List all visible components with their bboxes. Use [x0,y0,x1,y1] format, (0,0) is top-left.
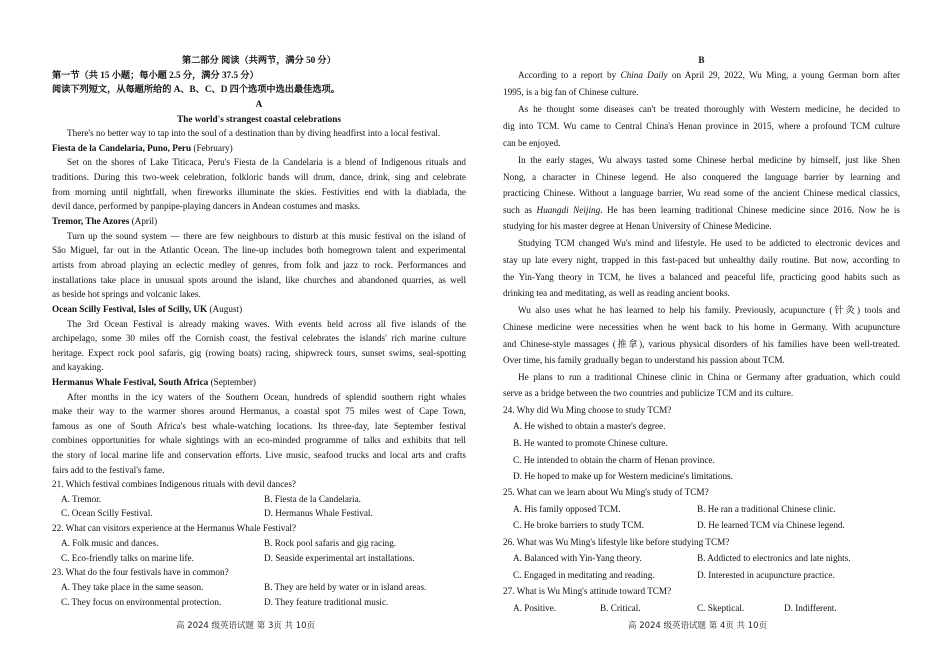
text-run: on April 29, 2022, Wu Ming, a young German born after [667,70,900,80]
text-run: such as [503,205,537,215]
paragraph-line: São Miguel, far out in the Atlantic Ocean. The line-up includes both homegrown talent and experimental [52,245,466,255]
paragraph-line: the Yin-Yang theory in TCM, he lives a balanced and peaceful life, practicing good habits such as [503,272,900,282]
paragraph-line: and Chinese-style massages (推拿), various physical disorders of his families have been well-treated. [503,339,900,349]
paragraph-line: The 3rd Ocean Festival is already making waves. With events held across all five islands of the [67,319,466,329]
left-page [52,0,466,671]
q27-option-b: B. Critical. [600,603,641,613]
festival-heading-candelaria [52,143,466,154]
paragraph-line: and kayaking. [52,362,104,372]
intro-paragraph: There's no better way to tap into the soul of a destination than by diving headfirst into a local festival. [67,128,441,138]
right-page [503,0,900,671]
q27-option-a: A. Positive. [513,603,557,613]
paragraph-line: archipelago, some 30 miles off the Cornish coast, the festival celebrates the islands' rich marine culture [52,333,466,343]
paragraph-line: from morning until nightfall, when fireworks illuminate the skies. Festivities end with la diablada, the [52,187,466,197]
paragraph-line: traditions. During this two-week celebration, folkloric bands will drum, dance, drink, sing and celebrate [52,172,466,182]
paragraph-line: In the early stages, Wu always tasted some Chinese herbal medicine by himself, just like Shen [518,155,900,165]
paragraph-line: the story of local marine life and conservation efforts. Live music, seafood trucks and local arts and crafts [52,450,466,460]
q23-option-a: A. They take place in the same season. [61,582,204,592]
paragraph-line: Chinese medicine were necessities when he went back to his home in Germany. With acupuncture [503,322,900,332]
festival-month: (April) [129,216,158,226]
q25-option-d: D. He learned TCM via Chinese legend. [697,520,845,530]
section-title: 第一节（共 15 小题；每小题 2.5 分，满分 37.5 分） [52,70,259,80]
question-27: 27. What is Wu Ming's attitude toward TCM? [503,586,672,596]
paragraph-line: Studying TCM changed Wu's mind and lifestyle. He used to be addicted to electronic devices and [518,238,900,248]
question-21: 21. Which festival combines Indigenous rituals with devil dances? [52,479,297,489]
q23-option-c: C. They focus on environmental protection. [61,597,222,607]
q24-option-c: C. He intended to obtain the charm of Henan province. [513,455,715,465]
festival-name: Hermanus Whale Festival, South Africa [52,377,209,387]
paragraph-line: Turn up the sound system — there are few neighbours to disturb at this music festival on the island of [67,231,466,241]
q22-option-b: B. Rock pool safaris and gig racing. [264,538,397,548]
paragraph-line: famous as one of South Africa's best whale-watching locations. Its three-day, late September festival [52,421,466,431]
question-24: 24. Why did Wu Ming choose to study TCM? [503,405,672,415]
text-run: According to a report by [518,70,621,80]
festival-heading-scilly [52,304,466,315]
paragraph-line: practicing Chinese. Without a language barrier, Wu read some of the ancient Chinese medical classics, [503,188,900,198]
book-title: Huangdi Neijing [536,205,601,215]
festival-month: (February) [191,143,233,153]
q25-option-a: A. His family opposed TCM. [513,504,621,514]
q24-option-b: B. He wanted to promote Chinese culture. [513,438,668,448]
question-26: 26. What was Wu Ming's lifestyle like before studying TCM? [503,537,730,547]
paragraph-line: heritage. Expect rock pool safaris, gig (rowing boats) racing, shipwreck tours, sunset swims, seal-spotting [52,348,466,358]
paragraph-line: as beside hot springs and volcanic lakes. [52,289,201,299]
passage-title: The world's strangest coastal celebrations [177,114,341,124]
paragraph-line: installations take place in unusual spots around the island, like churches and abandoned quarries, as well [52,275,466,285]
q22-option-d: D. Seaside experimental art installations. [264,553,415,563]
question-25: 25. What can we learn about Wu Ming's study of TCM? [503,487,709,497]
q25-option-b: B. He ran a traditional Chinese clinic. [697,504,836,514]
q26-option-a: A. Balanced with Yin-Yang theory. [513,553,642,563]
q26-option-b: B. Addicted to electronics and late nights. [697,553,851,563]
q22-option-a: A. Folk music and dances. [61,538,159,548]
paragraph-line: As he thought some diseases can't be treated thoroughly with Western medicine, he decided to [518,104,900,114]
question-22: 22. What can visitors experience at the Hermanus Whale Festival? [52,523,297,533]
festival-name: Fiesta de la Candelaria, Puno, Peru [52,143,192,153]
festival-heading-hermanus [52,377,466,388]
q25-option-c: C. He broke barriers to study TCM. [513,520,644,530]
page-footer: 高 2024 级英语试题 第 3页 共 10页 [176,621,316,631]
paragraph-line [503,70,900,81]
paragraph-line [503,205,900,216]
paragraph-line: drinking tea and meditating, as well as reading ancient books. [503,288,730,298]
q23-option-d: D. They feature traditional music. [264,597,389,607]
paragraph-line: artists from abroad playing an eclectic medley of genres, from folk and jazz to rock. Performances and [52,260,466,270]
festival-heading-tremor [52,216,466,227]
q26-option-c: C. Engaged in meditating and reading. [513,570,655,580]
paragraph-line: devil dance, performed by panpipe-playing dancers in Andean costumes and masks. [52,201,361,211]
paragraph-line: combines opportunities for whale sightings with an eco-minded programme of talks and exhibits that tell [52,435,466,445]
instruction: 阅读下列短文，从每题所给的 A、B、C、D 四个选项中选出最佳选项。 [52,84,340,94]
q22-option-c: C. Eco-friendly talks on marine life. [61,553,194,563]
passage-letter-b: B [698,55,705,65]
q24-option-a: A. He wished to obtain a master's degree. [513,421,666,431]
publication-name: China Daily [620,70,668,80]
q27-option-d: D. Indifferent. [784,603,837,613]
page-footer: 高 2024 级英语试题 第 4页 共 10页 [628,621,768,631]
q23-option-b: B. They are held by water or in island areas. [264,582,427,592]
paragraph-line: 1995, is a big fan of Chinese culture. [503,87,639,97]
q24-option-d: D. He hoped to make up for Western medicine's limitations. [513,471,733,481]
paragraph-line: He plans to run a traditional Chinese clinic in China or Germany after graduation, which could [518,372,900,382]
q26-option-d: D. Interested in acupuncture practice. [697,570,835,580]
paragraph-line: dig into TCM. Wu came to Central China's Henan province in 2015, where a profound TCM culture [503,121,900,131]
festival-name: Tremor, The Azores [52,216,130,226]
q27-option-c: C. Skeptical. [697,603,745,613]
paragraph-line: make their way to the warmer shores around Hermanus, a coastal spot 75 miles west of Cape Town, [52,406,466,416]
q21-option-a: A. Tremor. [61,494,102,504]
paragraph-line: Nong, a character in Chinese legend. He also conquered the language barrier by learning and [503,172,900,182]
paragraph-line: Over time, his family gradually began to understand his passion about TCM. [503,355,785,365]
paragraph-line: After months in the icy waters of the Southern Ocean, hundreds of splendid southern right whales [67,392,466,402]
q21-option-c: C. Ocean Scilly Festival. [61,508,153,518]
paragraph-line: can be enjoyed. [503,138,561,148]
q21-option-b: B. Fiesta de la Candelaria. [264,494,361,504]
part-title: 第二部分 阅读（共两节，满分 50 分） [182,55,336,65]
festival-month: (September) [208,377,256,387]
q21-option-d: D. Hermanus Whale Festival. [264,508,373,518]
festival-month: (August) [207,304,243,314]
paragraph-line: serve as a bridge between the two countries and publicize TCM and its culture. [503,388,794,398]
festival-name: Ocean Scilly Festival, Isles of Scilly, UK [52,304,208,314]
paragraph-line: Wu also uses what he has learned to help his family. Previously, acupuncture (针灸) tools and [518,305,900,315]
paragraph-line: fairs add to the festival's fame. [52,465,165,475]
paragraph-line: stay up late every night, trapped in this fast-paced but unhealthy daily routine. But now, according to [503,255,900,265]
text-run: . He has been learning traditional Chinese medicine since 2016. Now he is [600,205,900,215]
paragraph-line: Set on the shores of Lake Titicaca, Peru's Fiesta de la Candelaria is a blend of Indigenous rituals and [67,157,466,167]
passage-letter-a: A [255,99,263,109]
question-23: 23. What do the four festivals have in common? [52,567,229,577]
paragraph-line: studying for his master degree at Henan University of Chinese Medicine. [503,221,772,231]
